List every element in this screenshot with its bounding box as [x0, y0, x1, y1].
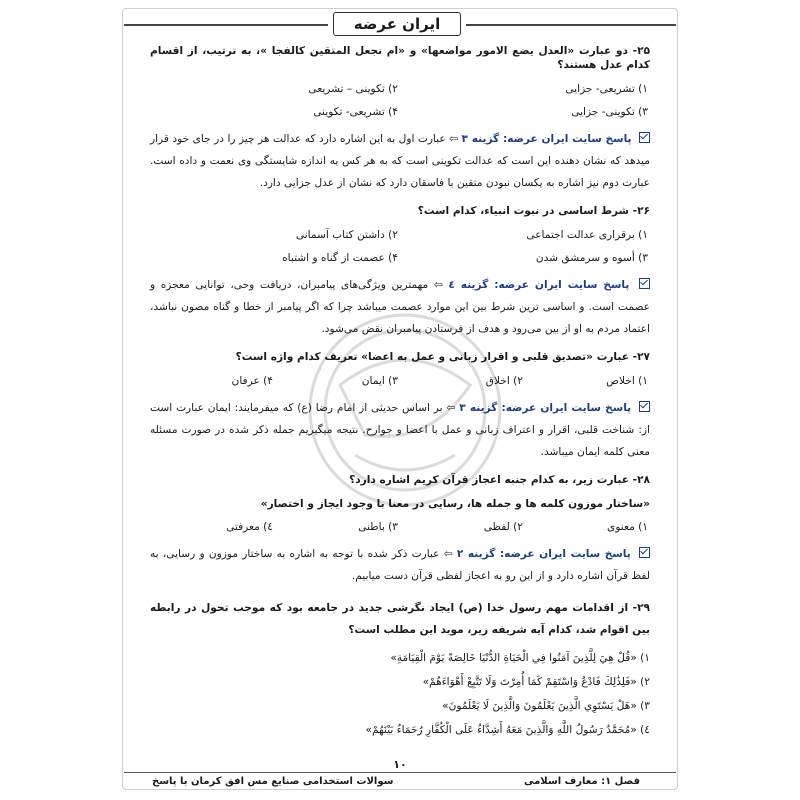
option: ۲) داشتن کتاب آسمانی: [295, 229, 398, 241]
logo-text: ایران عرضه: [353, 15, 441, 33]
question-28-quote: «ساختار موزون کلمه ها و جمله ها، رسایی در معنا با وجود ایجاز و اختصار»: [260, 498, 650, 510]
option: ۲) لفظی: [483, 521, 523, 533]
option: ۳) «هَلْ يَسْتَوِي الَّذِينَ يَعْلَمُونَ وَالَّذِينَ لَا يَعْلَمُونَ»: [442, 700, 650, 712]
header-rule-right: [466, 24, 676, 26]
question-29-title: ۲۹- از اقدامات مهم رسول خدا (ص) ایجاد نگرشی جدید در جامعه بود که موجب تحول در رابطه بین اقوام شد، کدام آیه شریفه زیر، موید این مطلب است؟: [150, 602, 650, 636]
option: ۱) تشریعی- جزایی: [565, 83, 648, 95]
option: ۲) اخلاق: [485, 375, 523, 387]
option: ۲) تکوینی – تشریعی: [308, 83, 398, 95]
checkbox-icon: [639, 401, 650, 412]
header-rule-left: [124, 24, 328, 26]
question-26-title: ۲۶- شرط اساسی در نبوت انبیاء، کدام است؟: [417, 205, 650, 217]
question-25-title: ۲۵- دو عبارت «العدل یضع الامور مواضعها» و «ام نجعل المتقین کالفجا »، به ترتیب، از اقسام کدام عدل هستند؟: [150, 45, 650, 71]
question-27-title: ۲۷- عبارت «تصدیق قلبی و اقرار زبانی و عمل به اعضا» تعریف کدام واژه است؟: [235, 351, 650, 363]
option: ۳) تکوینی- جزایی: [571, 106, 648, 118]
footer-rule: [124, 772, 676, 773]
option: ۳) ایمان: [361, 375, 398, 387]
answer-26: [150, 274, 650, 340]
footer-chapter: فصل ۱: معارف اسلامی: [523, 776, 640, 787]
question-28-title: ۲۸- عبارت زیر، به کدام جنبه اعجاز قرآن کریم اشاره دارد؟: [349, 474, 650, 486]
option: ۱) معنوی: [607, 521, 648, 533]
question-28-options: [150, 520, 650, 534]
answer-25: [150, 128, 650, 194]
option: ۱) برقراری عدالت اجتماعی: [526, 229, 648, 241]
site-logo: [333, 12, 461, 36]
document-body: [150, 44, 650, 747]
question-27-options: [150, 374, 650, 388]
answer-text: ⇦ عبارت ذکر شده با توجه به اشاره به ساختار موزون و رسایی، به لفظ قرآن اشاره دارد و از این رو به اعجاز لفظی قرآن دست میابیم.: [150, 548, 650, 582]
option: ٤) معرفتی: [226, 521, 273, 533]
option: ۳) باطنی: [358, 521, 398, 533]
answer-text: ⇦ مهمترین ویژگی‌های پیامبران، دریافت وحی، توانایی معجزه و عصمت است. و اساسی ترین شرط بین این موارد عصمت میباشد چرا که اگر پیامبر از خطا و گناه مصون نباشد، اعتماد مردم به او از بین می‌رود و هدف از فرستادن پیامبران نقض می‌شود.: [150, 279, 650, 335]
option: ۴) عصمت از گناه و اشتباه: [282, 252, 398, 264]
option: ۴) تشریعی- تکوینی: [313, 106, 398, 118]
option: ۳) أسوه و سرمشق شدن: [535, 252, 648, 264]
answer-text: ⇦ عبارت اول به این اشاره دارد که عدالت هر چیز را در جای خود قرار میدهد که نشان دهنده این است که عدالت تکوینی است که به هر کس به اندازه شایستگی وی نعمت و داده است. عبارت دوم نیز اشاره به یکسان نبودن متقین با فاسقان دارد که نشان از عدل جزایی دارد.: [150, 133, 650, 189]
footer-book-title: سوالات استخدامی صنایع مس افق کرمان با پاسخ: [152, 776, 394, 787]
page-number: ۱۰: [393, 758, 407, 771]
answer-lead: پاسخ سایت ایران عرضه: گزینه ٤: [448, 279, 630, 291]
answer-lead: پاسخ سایت ایران عرضه: گزینه ۲: [456, 548, 631, 560]
option: ۴) عرفان: [231, 375, 273, 387]
checkbox-icon: [639, 132, 650, 143]
answer-lead: پاسخ سایت ایران عرضه: گزینه ۳: [461, 133, 632, 145]
question-26-options: [150, 228, 650, 265]
checkbox-icon: [639, 278, 650, 289]
answer-text: ⇦ بر اساس حدیثی از امام رضا (ع) که میفرمایند: ایمان عبارت است از: شناخت قلبی، اقرار و اعتراف زبانی و عمل با اعضا و جوارح. نتیجه میگیریم جمله ذکر شده در صورت مسئله معنی کلمه ایمان میباشد.: [150, 402, 650, 458]
option: ۱) اخلاص: [606, 375, 648, 387]
answer-lead: پاسخ سایت ایران عرضه: گزینه ۳: [459, 402, 632, 414]
option: ٤) «مُحَمَّدٌ رَسُولُ اللَّهِ وَالَّذِينَ مَعَهُ أَشِدَّاءُ عَلَى الْكُفَّارِ رُحَمَاءُ بَيْنَهُمْ»: [365, 724, 650, 736]
option: ۲) «فَلِذَٰلِكَ فَادْعُ وَاسْتَقِمْ كَمَا أُمِرْتَ وَلَا تَتَّبِعْ أَهْوَاءَهُمْ»: [422, 676, 650, 688]
checkbox-icon: [639, 547, 650, 558]
option: ۱) «قُلْ هِيَ لِلَّذِينَ آمَنُوا فِي الْحَيَاةِ الدُّنْيَا خَالِصَةً يَوْمَ الْقِيَامَةِ»: [390, 652, 650, 664]
answer-28: [150, 543, 650, 587]
question-25-options: [150, 82, 650, 119]
answer-27: [150, 397, 650, 463]
